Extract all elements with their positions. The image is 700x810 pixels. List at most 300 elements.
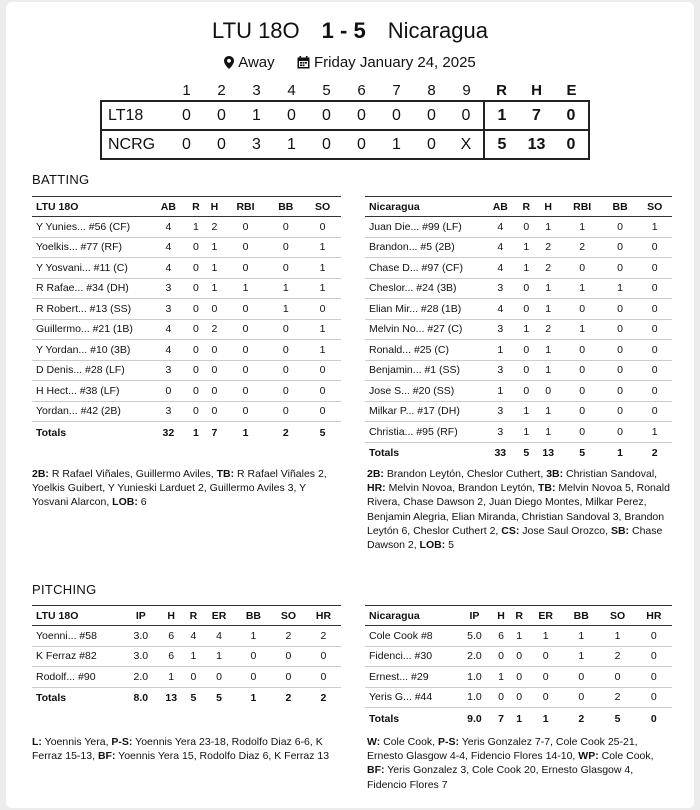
- stat-header: H: [158, 606, 185, 626]
- totals-row: [365, 442, 672, 464]
- totals-cell: 5: [579, 447, 586, 460]
- stat-cell: 0: [637, 278, 672, 299]
- inning-header: 5: [322, 82, 331, 99]
- stat-cell: 1: [535, 278, 562, 299]
- totals-cell: 7: [498, 712, 504, 725]
- stat-cell: 0: [236, 646, 271, 667]
- inning-runs: 0: [182, 106, 191, 124]
- inning-header: 2: [217, 82, 226, 99]
- totals-label: Totals: [36, 692, 67, 705]
- stat-row: [365, 340, 672, 361]
- note-label: LOB:: [419, 539, 446, 552]
- note-text: Yeris Gonzalez 7-7, Cole Cook 25-21, Ernesto Glasgow 4-4, Fidencio Flores 14-10,: [367, 736, 638, 763]
- stat-row: [32, 381, 341, 402]
- note-text: Cole Cook,: [380, 736, 438, 748]
- pitching-section-title: PITCHING: [32, 582, 97, 597]
- stat-cell: 0: [636, 626, 672, 647]
- stat-cell: 0: [224, 360, 268, 381]
- stat-cell: 0: [205, 299, 223, 320]
- stat-row: [365, 687, 672, 708]
- stat-cell: 3: [150, 278, 187, 299]
- stat-cell: 1: [518, 401, 535, 422]
- note-label: HR:: [367, 482, 386, 495]
- stat-cell: 1: [304, 258, 341, 279]
- stat-header: SO: [271, 606, 306, 626]
- stat-cell: 0: [187, 401, 205, 422]
- stat-cell: 4: [202, 626, 236, 647]
- stat-row: [365, 422, 672, 443]
- stat-cell: 0: [267, 217, 304, 238]
- stat-row: [365, 626, 672, 647]
- note-text: Melvin Novoa, Brandon Leytón,: [385, 482, 539, 495]
- stat-row: [32, 258, 341, 279]
- player-name: Yoenni... #58: [32, 626, 124, 647]
- stat-cell: 1: [603, 278, 638, 299]
- stat-cell: 4: [150, 258, 187, 279]
- stat-cell: 1: [535, 422, 562, 443]
- stat-header: LTU 18O: [32, 197, 150, 217]
- player-name: Jose S... #20 (SS): [365, 381, 483, 402]
- stat-header: SO: [599, 606, 635, 626]
- stat-cell: 1: [563, 626, 599, 647]
- stat-cell: 0: [271, 667, 306, 688]
- stat-cell: 0: [636, 667, 672, 688]
- stat-row: [365, 401, 672, 422]
- stat-cell: 0: [518, 278, 535, 299]
- stat-cell: 0: [304, 360, 341, 381]
- stat-cell: 3: [483, 422, 518, 443]
- stat-cell: 4: [185, 626, 203, 647]
- stat-row: [32, 360, 341, 381]
- note-label: LOB:: [112, 496, 138, 509]
- stat-header: BB: [603, 197, 638, 217]
- totals-cell: 7: [211, 426, 218, 439]
- note-text: Jose Saul Orozco,: [519, 524, 611, 537]
- player-name: K Ferraz #82: [32, 646, 124, 667]
- player-name: Yoelkis... #77 (RF): [32, 237, 150, 258]
- inning-runs: 3: [252, 135, 261, 153]
- line-score-table: [100, 81, 590, 160]
- stat-cell: 0: [224, 319, 268, 340]
- stat-header: RBI: [224, 197, 268, 217]
- stat-header-row: [365, 197, 672, 217]
- stat-cell: 4: [150, 319, 187, 340]
- stat-cell: 0: [267, 401, 304, 422]
- rhe-header: R: [496, 82, 507, 99]
- totals-cell: 1: [250, 692, 257, 705]
- stat-row: [365, 667, 672, 688]
- note-label: 2B:: [367, 468, 384, 480]
- note-text: Chase Dawson 2,: [367, 524, 663, 552]
- inning-header: 6: [357, 82, 366, 99]
- total-r: 5: [497, 135, 507, 153]
- stat-cell: 1: [562, 319, 603, 340]
- stat-cell: 2: [205, 217, 223, 238]
- stat-header: Nicaragua: [365, 197, 483, 217]
- stat-cell: 1: [510, 626, 528, 647]
- stat-cell: 0: [518, 217, 535, 238]
- stat-cell: 1: [304, 278, 341, 299]
- stat-cell: 0: [603, 360, 638, 381]
- note-label: CS:: [501, 524, 520, 537]
- stat-cell: 2.0: [457, 646, 492, 667]
- stat-row: [365, 299, 672, 320]
- note-text: Cole Cook,: [598, 750, 654, 763]
- stat-cell: 0: [267, 237, 304, 258]
- stat-header: BB: [267, 197, 304, 217]
- note-text: Yoennis Yera 23-18, Rodolfo Diaz 6-6, K Ferraz 15-13,: [32, 736, 323, 763]
- batting-table-home: [365, 196, 672, 464]
- stat-cell: 1: [187, 217, 205, 238]
- player-name: Fidenci... #30: [365, 646, 457, 667]
- inning-runs: 0: [449, 101, 484, 130]
- stat-cell: 0: [510, 687, 528, 708]
- pitching-notes-away: [32, 735, 344, 763]
- stat-row: [32, 217, 341, 238]
- stat-row: [365, 237, 672, 258]
- stat-row: [32, 667, 341, 688]
- stat-cell: 3: [150, 360, 187, 381]
- stat-cell: 0: [603, 258, 638, 279]
- stat-cell: 1: [492, 667, 510, 688]
- stat-cell: 1: [304, 237, 341, 258]
- totals-row: [32, 687, 341, 709]
- player-name: Christia... #95 (RF): [365, 422, 483, 443]
- stat-cell: 2.0: [124, 667, 158, 688]
- inning-runs: 0: [427, 106, 436, 124]
- stat-cell: 0: [267, 319, 304, 340]
- stat-cell: 0: [637, 299, 672, 320]
- inning-runs: 0: [182, 135, 191, 153]
- stat-cell: 0: [224, 299, 268, 320]
- stat-header: BB: [236, 606, 271, 626]
- stat-cell: 0: [267, 381, 304, 402]
- player-name: Juan Die... #99 (LF): [365, 217, 483, 238]
- inning-runs: 0: [357, 135, 366, 153]
- player-name: Elian Mir... #28 (1B): [365, 299, 483, 320]
- inning-runs: 0: [322, 135, 331, 153]
- home-team-name: Nicaragua: [387, 18, 488, 43]
- stat-row: [365, 258, 672, 279]
- totals-cell: 2: [578, 712, 585, 725]
- stat-cell: 5.0: [457, 626, 492, 647]
- inning-runs: 1: [392, 135, 401, 153]
- note-text: Christian Sandoval,: [563, 468, 658, 480]
- player-name: Yeris G... #44: [365, 687, 457, 708]
- stat-cell: 0: [563, 687, 599, 708]
- stat-cell: 0: [562, 401, 603, 422]
- batting-table-away: [32, 196, 341, 444]
- totals-cell: 5: [190, 692, 197, 705]
- stat-cell: 1: [562, 278, 603, 299]
- stat-cell: 0: [518, 381, 535, 402]
- stat-cell: 0: [603, 340, 638, 361]
- stat-cell: 0: [205, 360, 223, 381]
- totals-label: Totals: [36, 426, 67, 439]
- totals-cell: 1: [516, 712, 523, 725]
- player-name: Ronald... #25 (C): [365, 340, 483, 361]
- stat-header: ER: [528, 606, 563, 626]
- total-r: 1: [497, 106, 507, 124]
- totals-row: [365, 708, 672, 730]
- stat-cell: 0: [202, 667, 236, 688]
- note-text: Brandon Leytón, Cheslor Cuthert,: [383, 468, 547, 480]
- stat-cell: 1: [518, 319, 535, 340]
- stat-cell: 0: [603, 217, 638, 238]
- stat-header-row: [32, 606, 341, 626]
- stat-cell: 0: [510, 646, 528, 667]
- stat-cell: 0: [637, 401, 672, 422]
- stat-cell: 0: [528, 646, 563, 667]
- stat-cell: 1: [563, 646, 599, 667]
- note-label: BF:: [97, 750, 116, 763]
- stat-row: [32, 237, 341, 258]
- stat-cell: 1: [304, 340, 341, 361]
- inning-runs: 0: [287, 106, 296, 124]
- stat-cell: 1: [535, 401, 562, 422]
- stat-header: H: [535, 197, 562, 217]
- stat-cell: 1: [637, 422, 672, 443]
- inning-header: 9: [462, 82, 471, 99]
- stat-row: [32, 646, 341, 667]
- stat-cell: 4: [483, 237, 518, 258]
- stat-row: [32, 299, 341, 320]
- stat-cell: 0: [205, 401, 223, 422]
- stat-cell: 0: [603, 381, 638, 402]
- stat-cell: 2: [271, 626, 306, 647]
- stat-cell: 1: [205, 258, 223, 279]
- stat-cell: 0: [528, 667, 563, 688]
- stat-cell: 0: [518, 299, 535, 320]
- player-name: Rodolf... #90: [32, 667, 124, 688]
- inning-runs: 0: [392, 106, 401, 124]
- stat-header: HR: [636, 606, 672, 626]
- note-label: SB:: [610, 524, 630, 537]
- stat-header: R: [518, 197, 535, 217]
- game-location: Away: [238, 54, 275, 71]
- stat-cell: 0: [637, 237, 672, 258]
- stat-cell: 1: [224, 278, 268, 299]
- stat-cell: 1: [236, 626, 271, 647]
- stat-cell: 1: [535, 299, 562, 320]
- stat-row: [365, 278, 672, 299]
- stat-cell: 0: [304, 401, 341, 422]
- inning-header: 3: [252, 82, 261, 99]
- stat-cell: 6: [158, 626, 185, 647]
- batting-section-title: BATTING: [32, 172, 90, 187]
- stat-cell: 0: [224, 340, 268, 361]
- stat-cell: 0: [205, 381, 223, 402]
- pitching-notes-home: [367, 735, 673, 792]
- stat-cell: 0: [637, 381, 672, 402]
- totals-cell: 1: [242, 426, 249, 439]
- stat-header: R: [185, 606, 203, 626]
- stat-cell: 0: [304, 299, 341, 320]
- player-name: Benjamin... #1 (SS): [365, 360, 483, 381]
- stat-cell: 6: [492, 626, 510, 647]
- stat-cell: 1: [535, 217, 562, 238]
- inning-header: 1: [182, 82, 191, 99]
- stat-header: SO: [637, 197, 672, 217]
- stat-cell: 3: [483, 360, 518, 381]
- player-name: Y Yordan... #10 (3B): [32, 340, 150, 361]
- note-label: P-S:: [111, 736, 133, 748]
- inning-runs: X: [449, 130, 484, 159]
- total-h: 7: [532, 106, 541, 124]
- line-score-row: [101, 101, 589, 130]
- inning-header: 8: [427, 82, 436, 99]
- stat-cell: 1.0: [457, 687, 492, 708]
- stat-cell: 4: [150, 340, 187, 361]
- stat-cell: 0: [603, 319, 638, 340]
- stat-cell: 2: [535, 258, 562, 279]
- stat-cell: 2: [205, 319, 223, 340]
- batting-notes-home: [367, 467, 673, 552]
- stat-cell: 1: [518, 258, 535, 279]
- inning-runs: 0: [217, 135, 226, 153]
- stat-row: [32, 340, 341, 361]
- game-info: [6, 54, 694, 71]
- note-text: Yoennis Yera 15, Rodolfo Diaz 6, K Ferraz 13: [115, 750, 330, 763]
- note-text: Yoennis Yera,: [41, 736, 112, 748]
- note-label: P-S:: [438, 736, 459, 748]
- note-label: WP:: [578, 750, 599, 763]
- stat-header: SO: [304, 197, 341, 217]
- player-name: Cole Cook #8: [365, 626, 457, 647]
- total-e: 0: [554, 130, 589, 159]
- inning-header: 7: [392, 82, 401, 99]
- stat-row: [365, 646, 672, 667]
- stat-header: RBI: [562, 197, 603, 217]
- line-score-team: LT18: [101, 101, 169, 130]
- note-label: L:: [32, 736, 42, 748]
- stat-cell: 0: [304, 381, 341, 402]
- stat-row: [32, 278, 341, 299]
- stat-row: [32, 401, 341, 422]
- stat-cell: 0: [267, 360, 304, 381]
- stat-cell: 1.0: [457, 667, 492, 688]
- player-name: Ernest... #29: [365, 667, 457, 688]
- stat-cell: 0: [603, 237, 638, 258]
- stat-cell: 0: [224, 381, 268, 402]
- totals-cell: 5: [523, 447, 530, 460]
- player-name: Brandon... #5 (2B): [365, 237, 483, 258]
- totals-cell: 32: [162, 426, 175, 439]
- line-score-row: [101, 130, 589, 159]
- stat-cell: 0: [636, 687, 672, 708]
- stat-header: AB: [483, 197, 518, 217]
- player-name: Milkar P... #17 (DH): [365, 401, 483, 422]
- line-score-header-row: [101, 81, 589, 101]
- stat-row: [365, 319, 672, 340]
- stat-row: [365, 360, 672, 381]
- totals-cell: 8.0: [133, 692, 149, 705]
- stat-cell: 4: [483, 299, 518, 320]
- stat-cell: 1: [158, 667, 185, 688]
- note-text: Melvin Novoa 5, Ronald Rivera, Chase Dawson 2, Juan Diego Montes, Milkar Perez, Benjamin Alegria, Elian Miranda, Christian Sandoval 3, Brandon Leytón 6, Cheslor Cuthert 2,: [367, 482, 670, 537]
- game-date: Friday January 24, 2025: [314, 54, 476, 71]
- inning-runs: 0: [322, 106, 331, 124]
- stat-cell: 1: [518, 237, 535, 258]
- stat-row: [365, 217, 672, 238]
- stat-cell: 0: [603, 422, 638, 443]
- totals-cell: 2: [285, 692, 292, 705]
- stat-cell: 0: [492, 646, 510, 667]
- stat-cell: 1: [304, 319, 341, 340]
- stat-cell: 0: [603, 401, 638, 422]
- stat-cell: 0: [636, 646, 672, 667]
- stat-cell: 0: [187, 299, 205, 320]
- stat-cell: 0: [185, 667, 203, 688]
- stat-cell: 1: [518, 422, 535, 443]
- stat-cell: 0: [563, 667, 599, 688]
- stat-cell: 0: [637, 360, 672, 381]
- stat-header: ER: [202, 606, 236, 626]
- stat-header: H: [205, 197, 223, 217]
- stat-header-row: [365, 606, 672, 626]
- inning-runs: 0: [357, 106, 366, 124]
- player-name: Cheslor... #24 (3B): [365, 278, 483, 299]
- stat-cell: 0: [637, 340, 672, 361]
- location-pin-icon: [224, 56, 234, 69]
- totals-cell: 13: [165, 692, 178, 705]
- stat-cell: 2: [562, 237, 603, 258]
- stat-cell: 1: [562, 217, 603, 238]
- stat-cell: 3: [483, 401, 518, 422]
- stat-cell: 1: [528, 626, 563, 647]
- totals-cell: 1: [542, 712, 549, 725]
- stat-cell: 0: [510, 667, 528, 688]
- note-text: 5: [445, 539, 454, 552]
- stat-cell: 0: [150, 381, 187, 402]
- stat-cell: 0: [187, 319, 205, 340]
- stat-row: [32, 319, 341, 340]
- totals-cell: 33: [494, 447, 507, 460]
- player-name: R Robert... #13 (SS): [32, 299, 150, 320]
- totals-cell: 9.0: [467, 712, 482, 725]
- stat-cell: 0: [304, 217, 341, 238]
- stat-cell: 0: [187, 278, 205, 299]
- stat-cell: 0: [187, 258, 205, 279]
- stat-cell: 0: [224, 258, 268, 279]
- stat-cell: 0: [603, 299, 638, 320]
- totals-cell: 5: [614, 712, 621, 725]
- stat-cell: 0: [528, 687, 563, 708]
- stat-row: [32, 626, 341, 647]
- stat-cell: 0: [267, 258, 304, 279]
- stat-cell: 0: [562, 299, 603, 320]
- stat-header: LTU 18O: [32, 606, 124, 626]
- stat-cell: 4: [150, 217, 187, 238]
- player-name: Yordan... #42 (2B): [32, 401, 150, 422]
- stat-cell: 0: [562, 258, 603, 279]
- line-score-corner: [101, 81, 169, 101]
- note-label: 2B:: [32, 468, 49, 480]
- stat-cell: 3: [483, 319, 518, 340]
- stat-cell: 3.0: [124, 646, 158, 667]
- player-name: D Denis... #28 (LF): [32, 360, 150, 381]
- player-name: Guillermo... #21 (1B): [32, 319, 150, 340]
- player-name: Y Yosvani... #11 (C): [32, 258, 150, 279]
- rhe-header: E: [566, 82, 577, 99]
- stat-cell: 0: [306, 646, 341, 667]
- stat-cell: 4: [483, 217, 518, 238]
- away-team-name: LTU 18O: [212, 18, 300, 43]
- note-label: BF:: [367, 764, 385, 777]
- stat-cell: 0: [306, 667, 341, 688]
- inning-runs: 1: [252, 106, 261, 124]
- note-label: W:: [367, 736, 381, 748]
